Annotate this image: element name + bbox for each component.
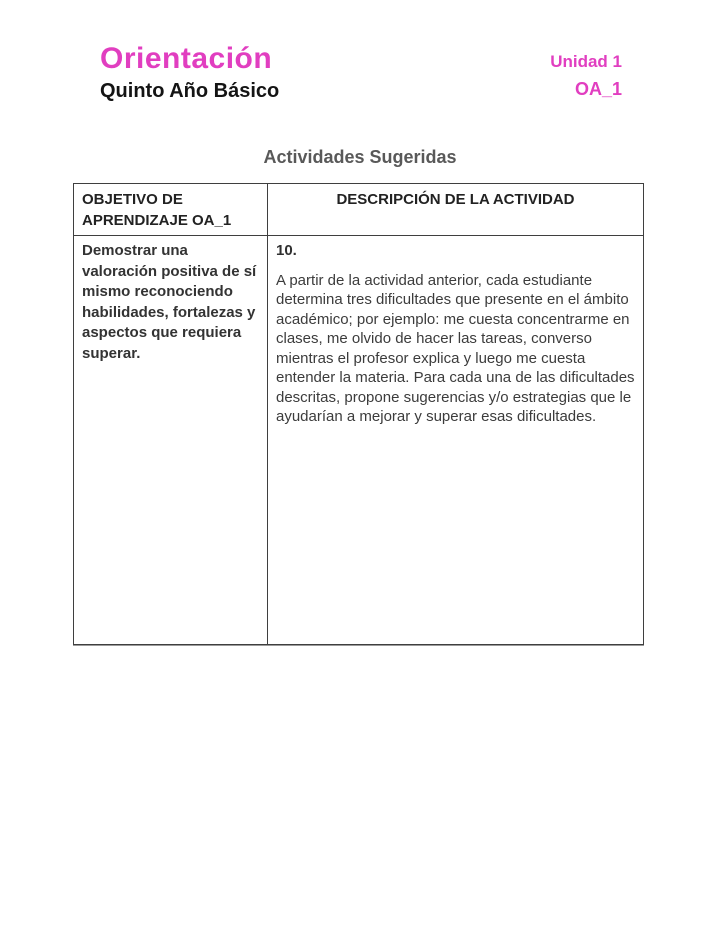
description-cell (268, 236, 644, 645)
page-title: Actividades Sugeridas (263, 147, 457, 167)
activity-description: A partir de la actividad anterior, cada estudiante determina tres dificultades que presente en el ámbito académico; por ejemplo: me cuesta concentrarme en clases, me olvido de hacer las tareas, converso mientras el profesor explica y luego me cuesta entender la materia. Para cada una de las dificultades descritas, propone sugerencias y/o estrategias que le ayudarían a mejorar y superar esas dificultades. (276, 271, 635, 425)
oa-label: OA_1 (574, 79, 622, 99)
activity-number: 10. (276, 242, 297, 259)
activities-table (73, 183, 644, 645)
table-row (74, 236, 644, 645)
subject-title: Orientación (100, 42, 273, 75)
header-right-block (550, 52, 622, 100)
objective-column-header: OBJETIVO DE APRENDIZAJE OA_1 (74, 184, 268, 236)
description-column-header: DESCRIPCIÓN DE LA ACTIVIDAD (268, 184, 644, 236)
header-left-block (100, 42, 279, 103)
objective-cell: Demostrar una valoración positiva de sí mismo reconociendo habilidades, fortalezas y aspectos que requiera superar. (74, 236, 268, 645)
grade-subtitle: Quinto Año Básico (100, 80, 280, 102)
unit-label: Unidad 1 (550, 52, 622, 71)
table-header-row (74, 184, 644, 236)
